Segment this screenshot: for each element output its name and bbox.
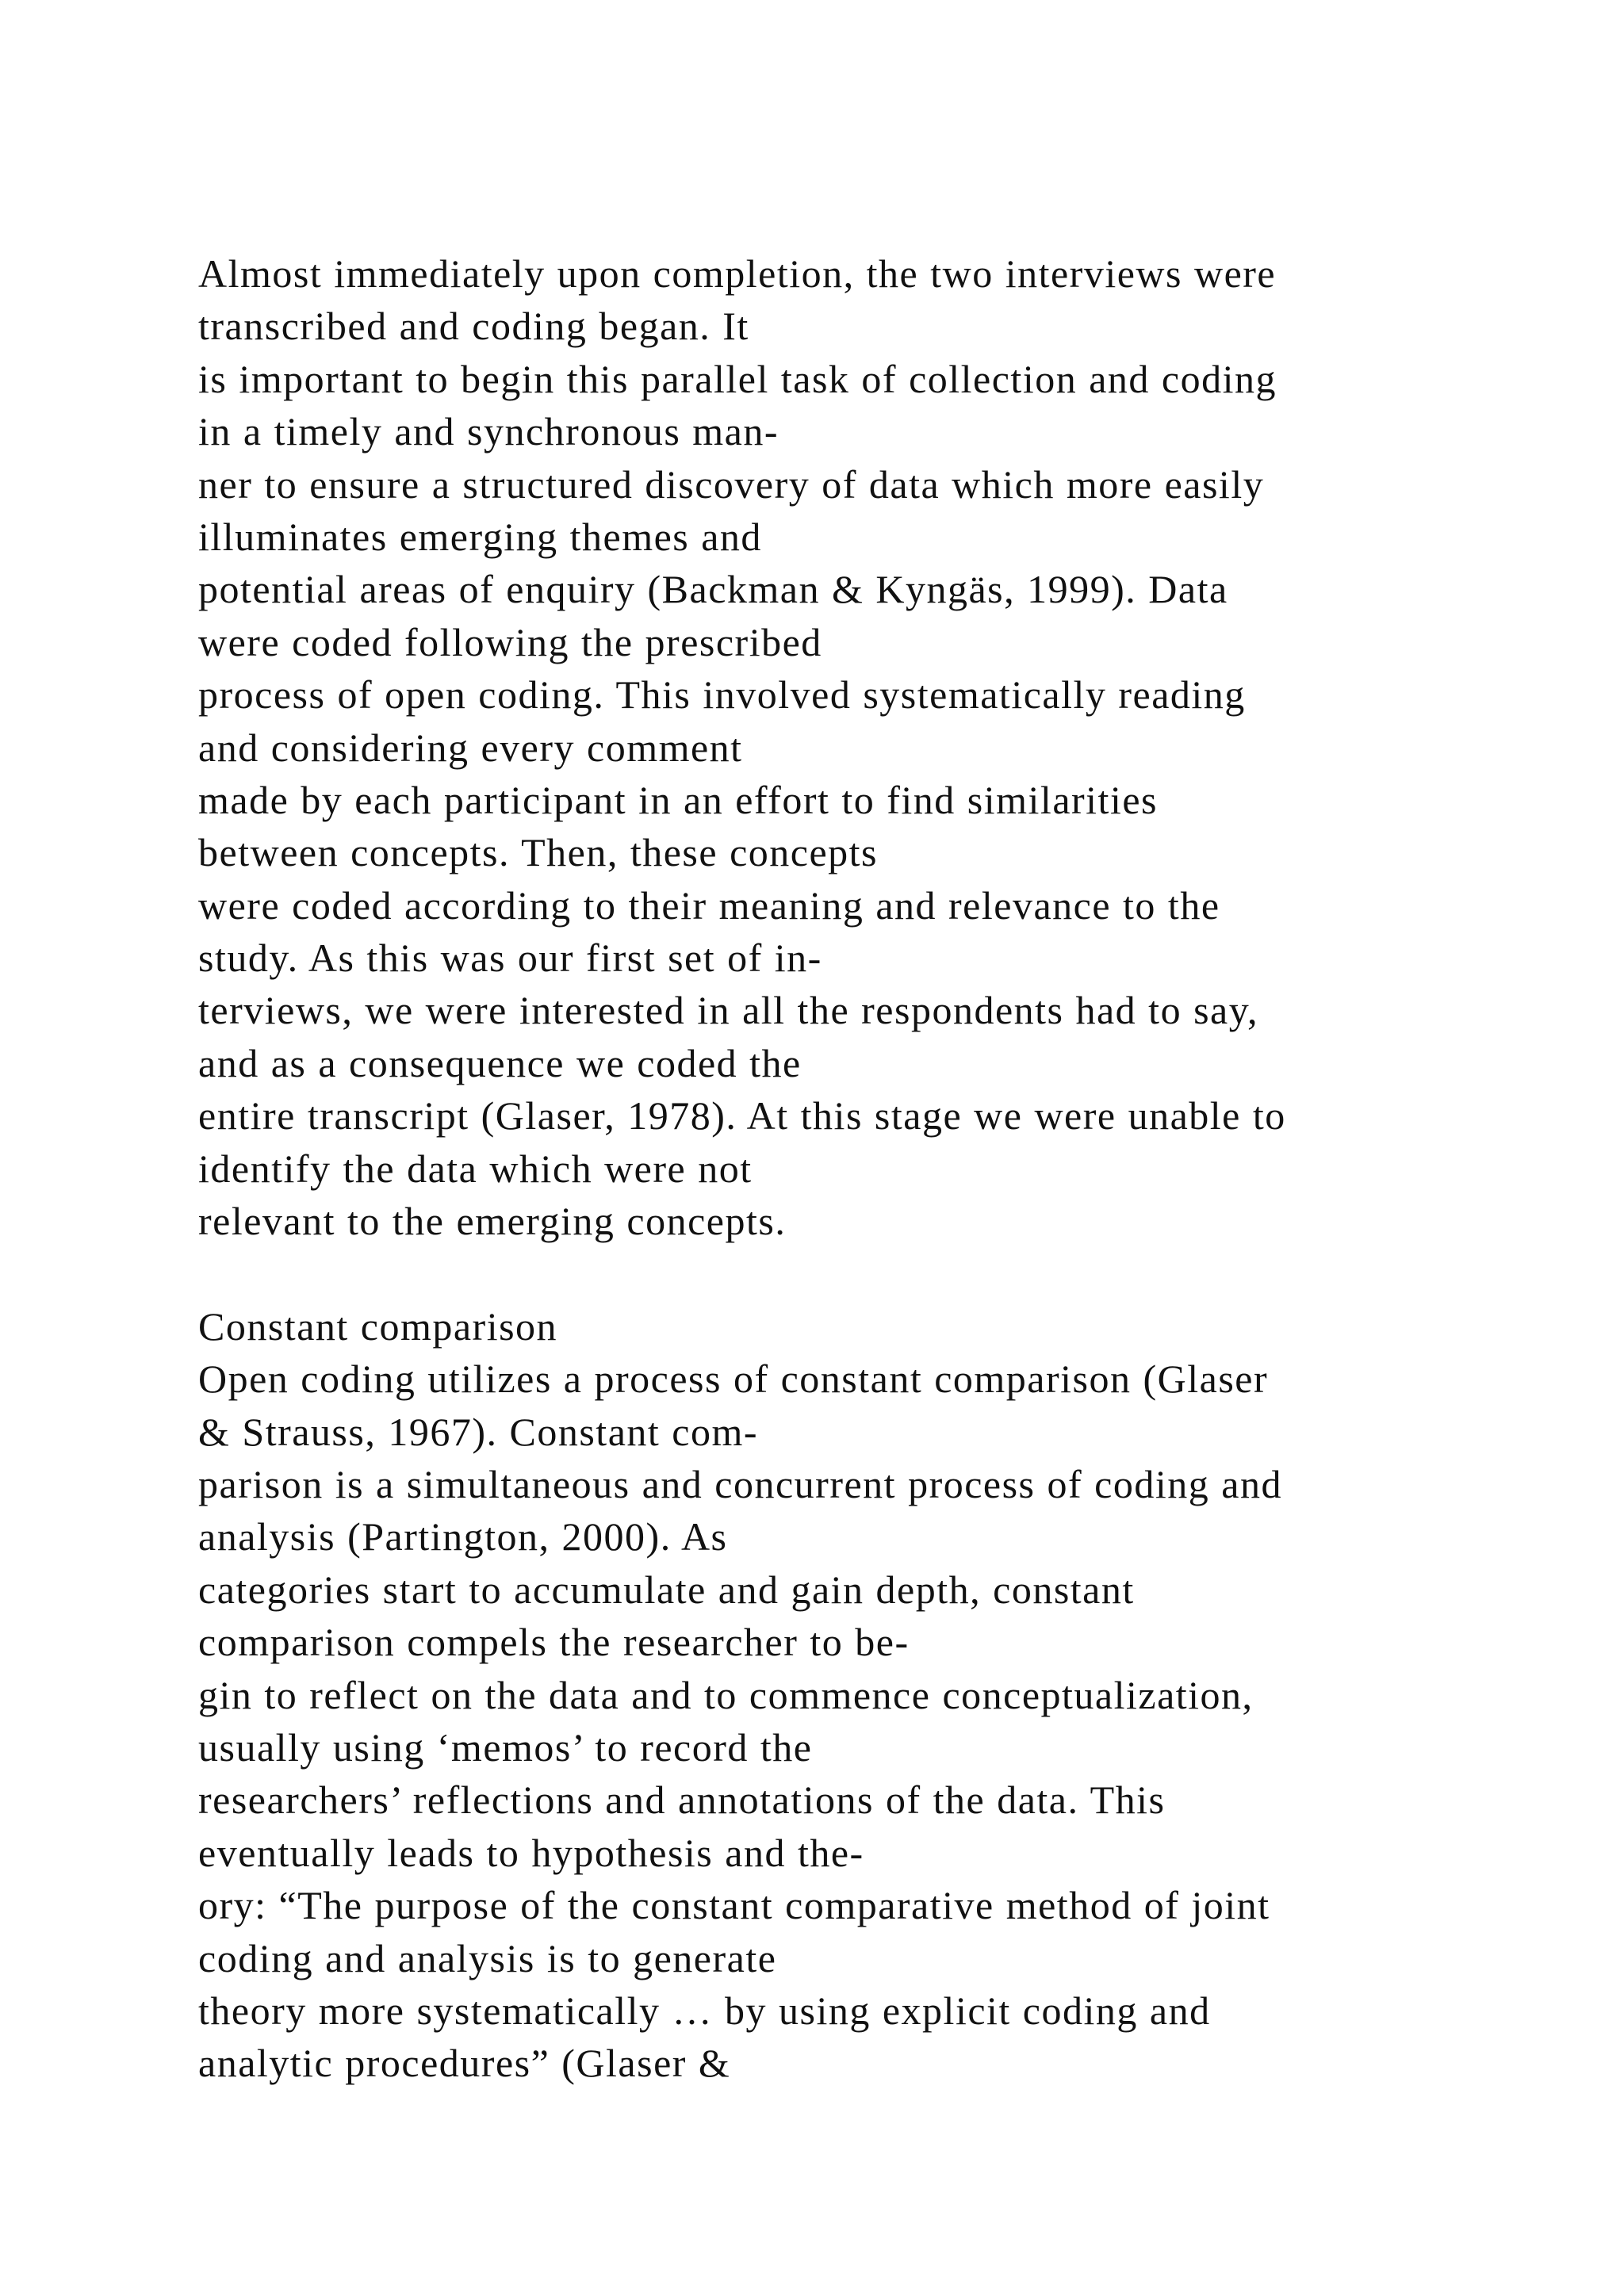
text-line: ner to ensure a structured discovery of data which more easily xyxy=(198,461,1265,507)
text-line: were coded following the prescribed xyxy=(198,619,822,664)
text-line: categories start to accumulate and gain depth, constant xyxy=(198,1567,1135,1612)
text-line: made by each participant in an effort to find similarities xyxy=(198,777,1158,822)
text-line: between concepts. Then, these concepts xyxy=(198,830,878,875)
text-line: terviews, we were interested in all the respondents had to say, xyxy=(198,988,1258,1033)
text-line: in a timely and synchronous man- xyxy=(198,409,779,454)
paragraph-spacer xyxy=(198,1247,1594,1299)
text-line: analytic procedures” (Glaser & xyxy=(198,2041,731,2086)
text-line: & Strauss, 1967). Constant com- xyxy=(198,1409,759,1454)
text-line: ory: “The purpose of the constant comparative method of joint xyxy=(198,1883,1270,1928)
text-line: eventually leads to hypothesis and the- xyxy=(198,1830,864,1875)
text-line: and considering every comment xyxy=(198,725,743,770)
text-line: were coded according to their meaning and relevance to the xyxy=(198,882,1220,928)
section-heading: Constant comparison xyxy=(198,1303,558,1349)
text-line: parison is a simultaneous and concurrent process of coding and xyxy=(198,1461,1282,1506)
text-line: identify the data which were not xyxy=(198,1146,753,1191)
text-line: coding and analysis is to generate xyxy=(198,1935,777,1980)
text-line: analysis (Partington, 2000). As xyxy=(198,1514,728,1559)
text-line: gin to reflect on the data and to commence conceptualization, xyxy=(198,1672,1254,1717)
text-line: researchers’ reflections and annotations of the data. This xyxy=(198,1777,1166,1823)
text-line: comparison compels the researcher to be- xyxy=(198,1620,910,1665)
text-line: transcribed and coding began. It xyxy=(198,304,749,349)
paragraph-1 xyxy=(198,247,1594,1247)
document-body xyxy=(198,247,1594,2090)
text-line: and as a consequence we coded the xyxy=(198,1040,802,1085)
paragraph-2 xyxy=(198,1353,1594,2089)
text-line: Almost immediately upon completion, the two interviews were xyxy=(198,251,1277,296)
text-line: is important to begin this parallel task of collection and coding xyxy=(198,356,1277,401)
text-line: illuminates emerging themes and xyxy=(198,514,762,559)
text-line: theory more systematically … by using explicit coding and xyxy=(198,1988,1211,2033)
text-line: relevant to the emerging concepts. xyxy=(198,1199,787,1244)
text-line: study. As this was our first set of in- xyxy=(198,936,822,981)
text-line: potential areas of enquiry (Backman & Kyngäs, 1999). Data xyxy=(198,567,1228,612)
text-line: entire transcript (Glaser, 1978). At this stage we were unable to xyxy=(198,1093,1286,1138)
text-line: usually using ‘memos’ to record the xyxy=(198,1724,813,1770)
text-line: process of open coding. This involved systematically reading xyxy=(198,672,1246,718)
text-line: Open coding utilizes a process of constant comparison (Glaser xyxy=(198,1357,1269,1402)
